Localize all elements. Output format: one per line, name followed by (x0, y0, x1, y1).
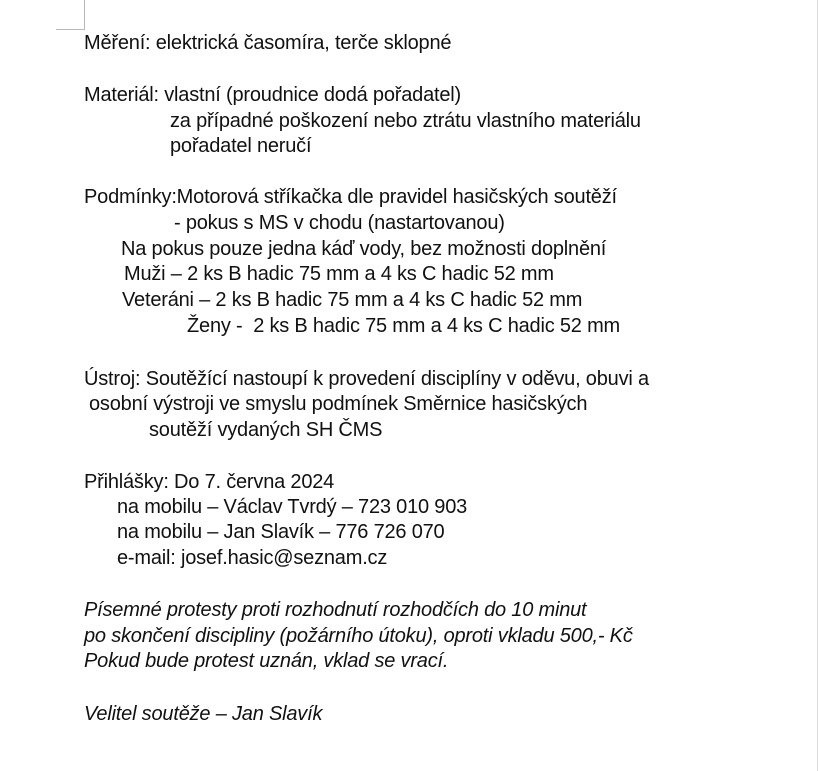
page-edge (817, 0, 818, 771)
prihlasky-email: e-mail: josef.hasic@seznam.cz (117, 547, 388, 569)
podminky-line-1: Podmínky:Motorová stříkačka dle pravidel hasičských soutěží (84, 186, 617, 208)
ustroj-line-1: Ústroj: Soutěžící nastoupí k provedení disciplíny v oděvu, obuvi a (84, 368, 649, 390)
material-line-2: za případné poškození nebo ztrátu vlastního materiálu (170, 110, 641, 132)
margin-corner-mark-horizontal (56, 29, 85, 30)
ustroj-line-2: osobní výstroji ve smyslu podmínek Směrnice hasičských (89, 393, 588, 415)
podminky-muzi: Muži – 2 ks B hadic 75 mm a 4 ks C hadic 52 mm (124, 263, 554, 285)
protesty-line-3: Pokud bude protest uznán, vklad se vrací. (84, 650, 449, 672)
podminky-veterani: Veteráni – 2 ks B hadic 75 mm a 4 ks C hadic 52 mm (122, 289, 583, 311)
prihlasky-line-1: Přihlášky: Do 7. června 2024 (84, 471, 335, 493)
prihlasky-contact-2: na mobilu – Jan Slavík – 776 726 070 (117, 521, 445, 543)
podminky-line-2: - pokus s MS v chodu (nastartovanou) (174, 212, 505, 234)
material-line-1: Materiál: vlastní (proudnice dodá pořadatel) (84, 84, 461, 106)
mereni-line: Měření: elektrická časomíra, terče sklopné (84, 32, 452, 54)
margin-corner-mark (84, 0, 85, 30)
ustroj-line-3: soutěží vydaných SH ČMS (149, 419, 383, 441)
podminky-zeny: Ženy - 2 ks B hadic 75 mm a 4 ks C hadic 52 mm (187, 315, 620, 337)
velitel-line: Velitel soutěže – Jan Slavík (84, 703, 323, 725)
prihlasky-contact-1: na mobilu – Václav Tvrdý – 723 010 903 (117, 496, 468, 518)
material-line-3: pořadatel neručí (170, 135, 312, 157)
protesty-line-2: po skončení discipliny (požárního útoku), oproti vkladu 500,- Kč (84, 625, 633, 647)
podminky-line-3: Na pokus pouze jedna káď vody, bez možnosti doplnění (121, 238, 607, 260)
protesty-line-1: Písemné protesty proti rozhodnutí rozhodčích do 10 minut (84, 599, 587, 621)
